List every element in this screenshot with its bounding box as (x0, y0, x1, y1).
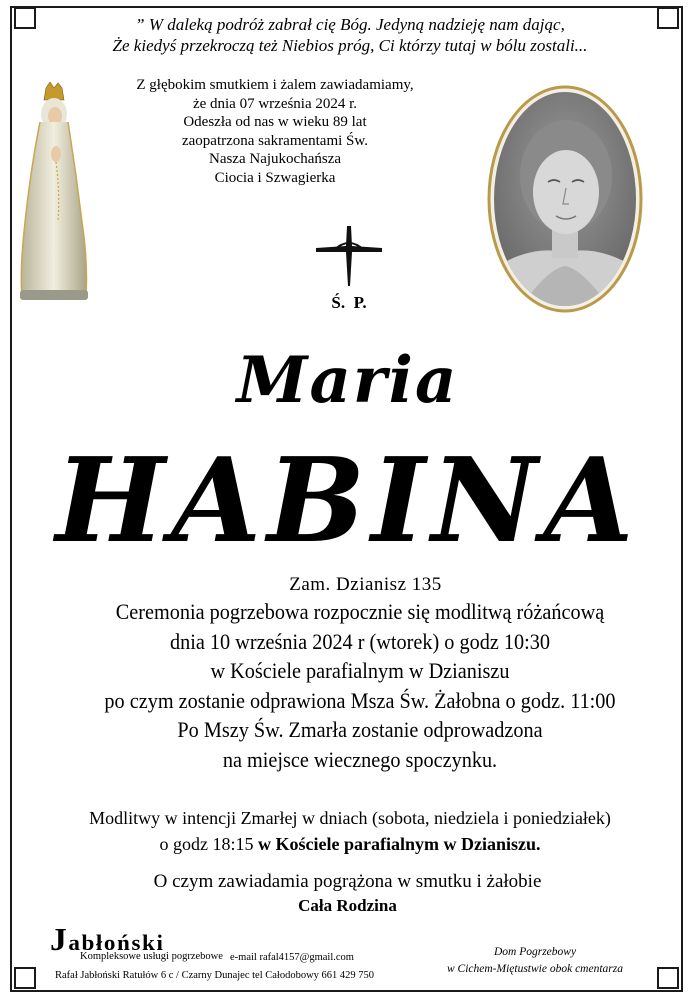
prayers-line (30, 831, 670, 857)
logo-initial: J (50, 921, 69, 957)
funeral-home-contact (50, 921, 430, 981)
announcement-line: Odeszła od nas w wieku 89 lat (183, 114, 367, 130)
prayers-line: Modlitwy w intencji Zmarłej w dniach (sobota, niedziela i poniedziałek) (89, 808, 611, 828)
deceased-last-name: HABINA (55, 433, 640, 569)
prayers-location: w Kościele parafialnym w Dzianiszu. (258, 834, 541, 854)
ceremony-details (40, 597, 680, 774)
border-corner (14, 967, 36, 989)
location-line: w Cichem-Miętustwie obok cmentarza (447, 963, 623, 975)
announcement-line: Ciocia i Szwagierka (214, 169, 336, 186)
ceremony-line: po czym zostanie odprawiona Msza Św. Żałobna o godz. 11:00 (104, 687, 616, 713)
ceremony-line: na miejsce wiecznego spoczynku. (222, 746, 498, 772)
funeral-home-address: Rafał Jabłoński Ratułów 6 c / Czarny Dunajec tel Całodobowy 661 429 750 (55, 970, 375, 981)
funeral-home-email: e-mail rafal4157@gmail.com (230, 952, 354, 963)
prayers-time: o godz 18:15 (159, 834, 258, 854)
virgin-mary-figure-image (16, 82, 94, 302)
announcement-line: że dnia 07 września 2024 r. (192, 95, 358, 112)
location-line: Dom Pogrzebowy (493, 946, 577, 958)
funeral-home-services: Kompleksowe usługi pogrzebowe (80, 951, 223, 962)
deceased-portrait-photo (486, 84, 644, 314)
logo-name: abłoński (68, 930, 165, 955)
ceremony-line: w Kościele parafialnym w Dzianiszu (210, 658, 510, 683)
notice-line: O czym zawiadamia pogrążona w smutku i żałobie (153, 871, 542, 892)
announcement-line: Z głębokim smutkiem i żalem zawiadamiamy, (136, 77, 414, 93)
announcement-line: zaopatrzona sakramentami Św. (181, 132, 369, 149)
poem-line: ” W daleką podróż zabrał cię Bóg. Jedyną nadzieję nam dając, (135, 15, 565, 34)
ceremony-line: Po Mszy Św. Zmarła zostanie odprowadzona (177, 717, 543, 742)
poem-quote (30, 14, 670, 56)
cross-label: Ś. P. (331, 293, 367, 312)
cross-icon (314, 226, 384, 288)
announcement-line: Nasza Najukochańsza (208, 151, 342, 167)
family-notice (0, 870, 695, 918)
announcement (115, 76, 435, 187)
deceased-first-name: Maria (236, 343, 459, 418)
cross-symbol (314, 226, 384, 312)
prayers-info (30, 805, 670, 857)
poem-line: Że kiedyś przekroczą też Niebios próg, Ci którzy tutaj w bólu zostali... (112, 36, 588, 55)
funeral-home-location (420, 944, 650, 978)
ceremony-line: Ceremonia pogrzebowa rozpocznie się modlitwą różańcową (115, 599, 605, 624)
border-corner (657, 967, 679, 989)
deceased-address: Zam. Dzianisz 135 (289, 574, 442, 595)
ceremony-line: dnia 10 września 2024 r (wtorek) o godz 10:30 (170, 628, 550, 654)
family-signature: Cała Rodzina (298, 896, 397, 915)
